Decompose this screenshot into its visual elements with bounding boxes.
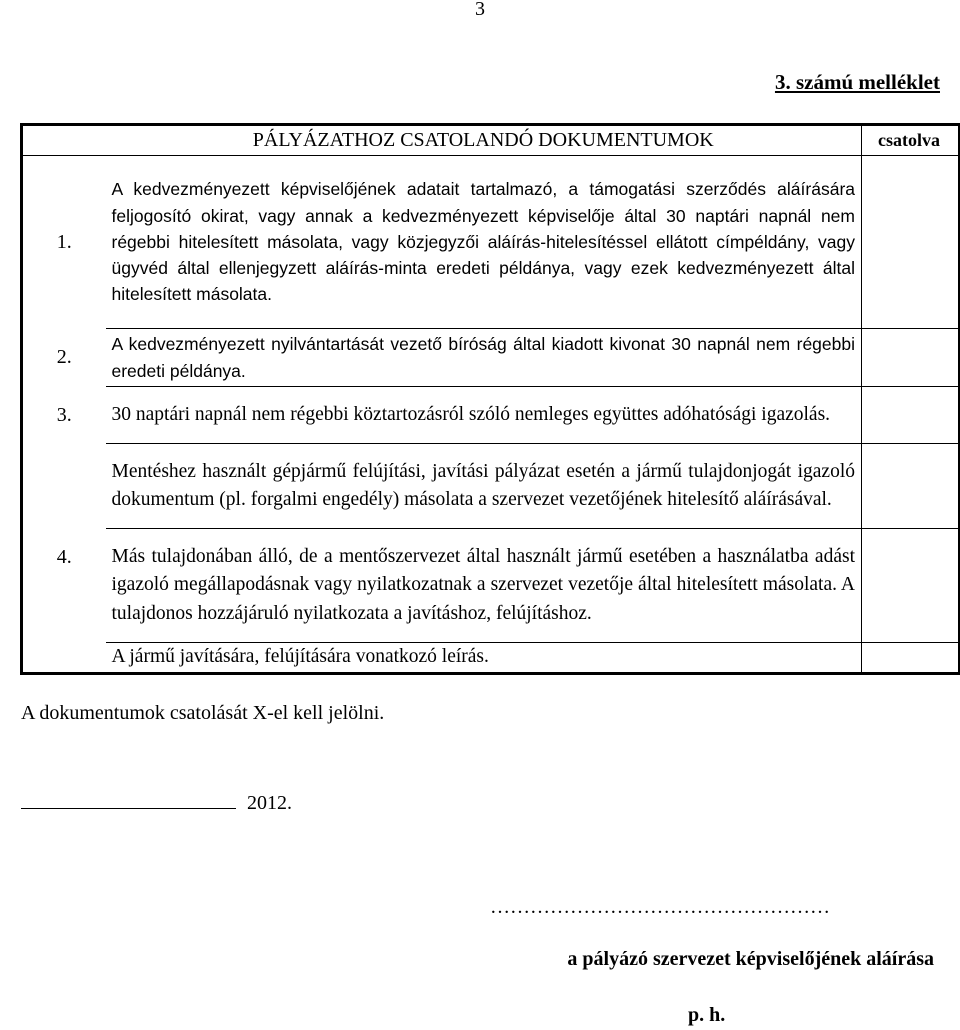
table-row (22, 387, 960, 444)
stamp-place-label: p. h. (688, 1004, 726, 1026)
item-subtext: Más tulajdonában álló, de a mentőszervezet által használt jármű esetében a használatba adást igazoló megállapodásnak vagy nyilatkozatnak a szervezet vezetője által hitelesített másolata. A tulajdonos hozzájáruló nyilatkozata a javításhoz, felújításhoz. (106, 529, 862, 643)
table-row (22, 444, 960, 529)
date-blank-line[interactable] (21, 788, 236, 809)
check-cell[interactable] (862, 329, 960, 387)
date-year: 2012. (247, 792, 292, 814)
date-line (21, 788, 292, 815)
page-number: 3 (475, 0, 485, 20)
table-header-row (22, 125, 960, 156)
check-cell[interactable] (862, 444, 960, 529)
check-column-header: csatolva (862, 125, 960, 156)
item-number: 4. (22, 444, 106, 674)
signature-line: …………………………………………… (490, 896, 830, 918)
instruction-note: A dokumentumok csatolását X-el kell jelölni. (21, 702, 385, 724)
item-text: A kedvezményezett nyilvántartását vezető bíróság által kiadott kivonat 30 napnál nem régebbi eredeti példánya. (106, 329, 862, 387)
documents-table (20, 123, 960, 675)
annex-title: 3. számú melléklet (774, 70, 940, 94)
item-number: 2. (22, 329, 106, 387)
table-row (22, 643, 960, 674)
item-number: 3. (22, 387, 106, 444)
check-cell[interactable] (862, 529, 960, 643)
table-row (22, 529, 960, 643)
item-text: 30 naptári napnál nem régebbi köztartozásról szóló nemleges együttes adóhatósági igazolás. (106, 387, 862, 444)
table-header: PÁLYÁZATHOZ CSATOLANDÓ DOKUMENTUMOK (106, 125, 862, 156)
check-cell[interactable] (862, 156, 960, 329)
item-subtext: A jármű javítására, felújítására vonatkozó leírás. (106, 643, 862, 674)
item-number: 1. (22, 156, 106, 329)
check-cell[interactable] (862, 643, 960, 674)
item-text: A kedvezményezett képviselőjének adatait tartalmazó, a támogatási szerződés aláírására feljogosító okirat, vagy annak a kedvezményezett képviselője által 30 naptári napnál nem régebbi hitelesített másolata, vagy közjegyzői aláírás-hitelesítéssel ellátott címpéldány, vagy ügyvéd által ellenjegyzett aláírás-minta eredeti példánya, vagy ezek kedvezményezett által hitelesített másolata. (106, 156, 862, 329)
table-row (22, 329, 960, 387)
signature-label: a pályázó szervezet képviselőjének aláírása (567, 948, 934, 970)
check-cell[interactable] (862, 387, 960, 444)
header-number-cell (22, 125, 106, 156)
table-row (22, 156, 960, 329)
item-subtext: Mentéshez használt gépjármű felújítási, javítási pályázat esetén a jármű tulajdonjogát igazoló dokumentum (pl. forgalmi engedély) másolata a szervezet vezetőjének hitelesítő aláírásával. (106, 444, 862, 529)
